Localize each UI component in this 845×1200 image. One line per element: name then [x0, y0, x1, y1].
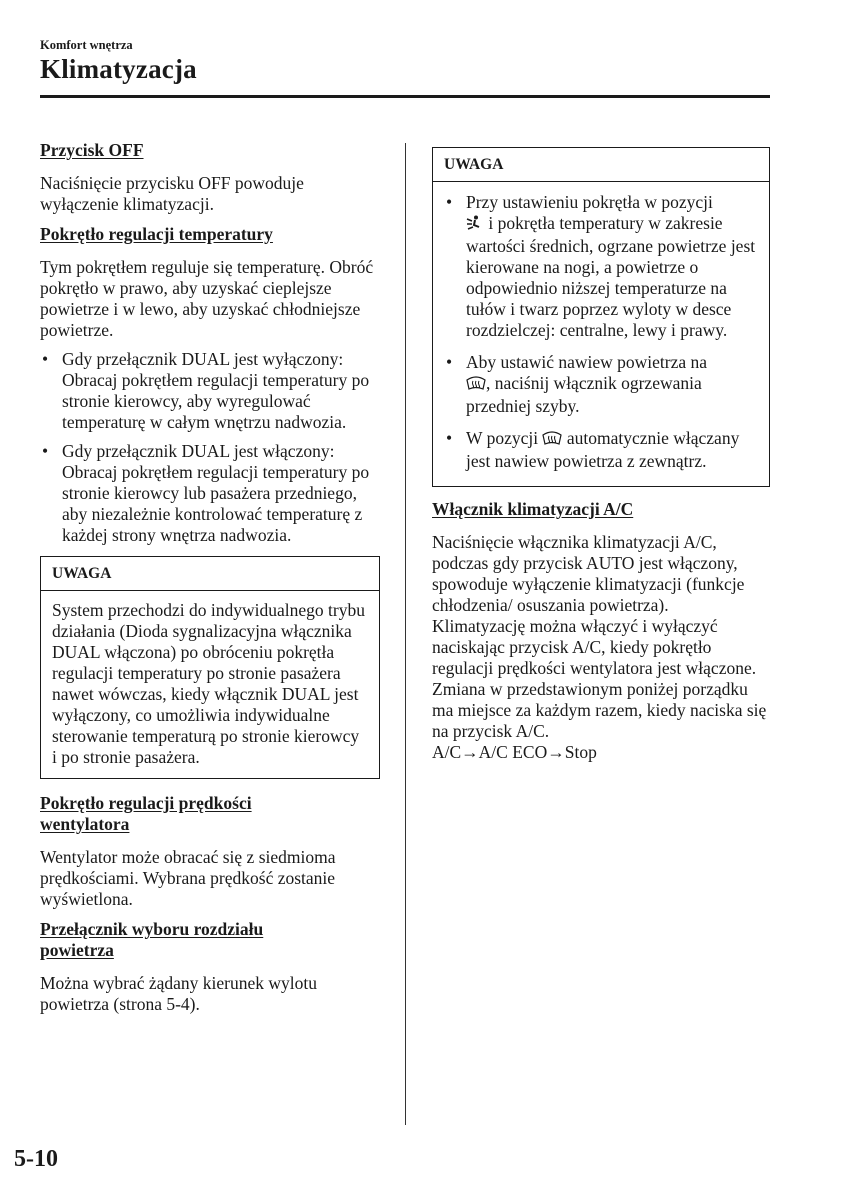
- fan-speed-heading: Pokrętło regulacji prędkości wentylatora: [40, 793, 252, 834]
- list-item: • Gdy przełącznik DUAL jest włączony: Obracaj pokrętłem regulacji temperatury po stronie kierowcy lub pasażera przedniego, aby niezależnie kontrolować temperaturę z każdej strony wnętrza nadwozia.: [40, 441, 380, 546]
- windshield-defrost-icon: [466, 375, 486, 396]
- list-item: • Przy ustawieniu pokrętła w pozycji i pokrętła temperatury w zakresie wartości średnich, ogrzane powietrze jest kierowane na nogi, a powietrze o odpowiednio niższej temperaturze na tułów i twarz poprzez wyloty w desce rozdzielczej: centralne, lewy i prawy.: [444, 192, 758, 341]
- list-item: • Gdy przełącznik DUAL jest wyłączony: Obracaj pokrętłem regulacji temperatury po stronie kierowcy, aby wyregulować temperaturę w całym wnętrzu nadwozia.: [40, 349, 380, 433]
- note-bullets: [444, 192, 758, 472]
- off-button-text: Naciśnięcie przycisku OFF powoduje wyłączenie klimatyzacji.: [40, 173, 304, 214]
- note-label: UWAGA: [433, 148, 769, 182]
- ac-switch-text-1: Naciśnięcie włącznika klimatyzacji A/C, podczas gdy przycisk AUTO jest włączony, spowoduje wyłączenie klimatyzacji (funkcje chłodzenia/ osuszania powietrza).: [432, 532, 745, 615]
- left-column: [40, 140, 380, 1015]
- off-button-heading: Przycisk OFF: [40, 140, 144, 160]
- air-distribution-text: Można wybrać żądany kierunek wylotu powietrza (strona 5-4).: [40, 973, 317, 1014]
- ac-switch-text-2: Klimatyzację można włączyć i wyłączyć naciskając przycisk A/C, kiedy pokrętło regulacji prędkości wentylatora jest włączone.: [432, 616, 757, 678]
- temperature-knob-heading: Pokrętło regulacji temperatury: [40, 224, 273, 244]
- note-label: UWAGA: [41, 557, 379, 591]
- page-number: 5-10: [14, 1146, 58, 1172]
- section-label: Komfort wnętrza: [40, 38, 133, 52]
- right-column: [432, 147, 770, 763]
- temperature-bullets: [40, 349, 380, 546]
- fan-speed-text: Wentylator może obracać się z siedmioma prędkościami. Wybrana prędkość zostanie wyświetlona.: [40, 847, 336, 909]
- note-box-left: [40, 556, 380, 779]
- page-title: Klimatyzacja: [40, 54, 197, 84]
- floor-face-vent-icon: [466, 215, 484, 236]
- air-distribution-heading: Przełącznik wyboru rozdziału powietrza: [40, 919, 264, 960]
- ac-switch-text-3: Zmiana w przedstawionym poniżej porządku ma miejsce za każdym razem, kiedy naciska się na przycisk A/C.: [432, 679, 767, 741]
- ac-mode-sequence: A/C→A/C ECO→Stop: [432, 742, 597, 762]
- temperature-knob-text: Tym pokrętłem reguluje się temperaturę. Obróć pokrętło w prawo, aby uzyskać cieplejsze powietrze i w lewo, aby uzyskać chłodniejsze powietrze.: [40, 257, 374, 340]
- list-item: • W pozycji automatycznie włączany jest nawiew powietrza z zewnątrz.: [444, 428, 758, 472]
- ac-switch-heading: Włącznik klimatyzacji A/C: [432, 499, 634, 519]
- title-divider: [40, 95, 770, 98]
- windshield-defrost-icon: [542, 430, 562, 451]
- note-body: [433, 182, 769, 486]
- list-item: • Aby ustawić nawiew powietrza na , naciśnij włącznik ogrzewania przedniej szyby.: [444, 352, 758, 417]
- note-text: System przechodzi do indywidualnego trybu działania (Dioda sygnalizacyjna włącznika DUAL włączona) po obróceniu pokrętła regulacji temperatury po stronie pasażera nawet wówczas, kiedy włącznik DUAL jest wyłączony, co umożliwia indywidualne sterowanie temperaturą po stronie kierowcy i po stronie pasażera.: [52, 600, 365, 767]
- note-box-right: [432, 147, 770, 487]
- column-divider: [405, 143, 406, 1125]
